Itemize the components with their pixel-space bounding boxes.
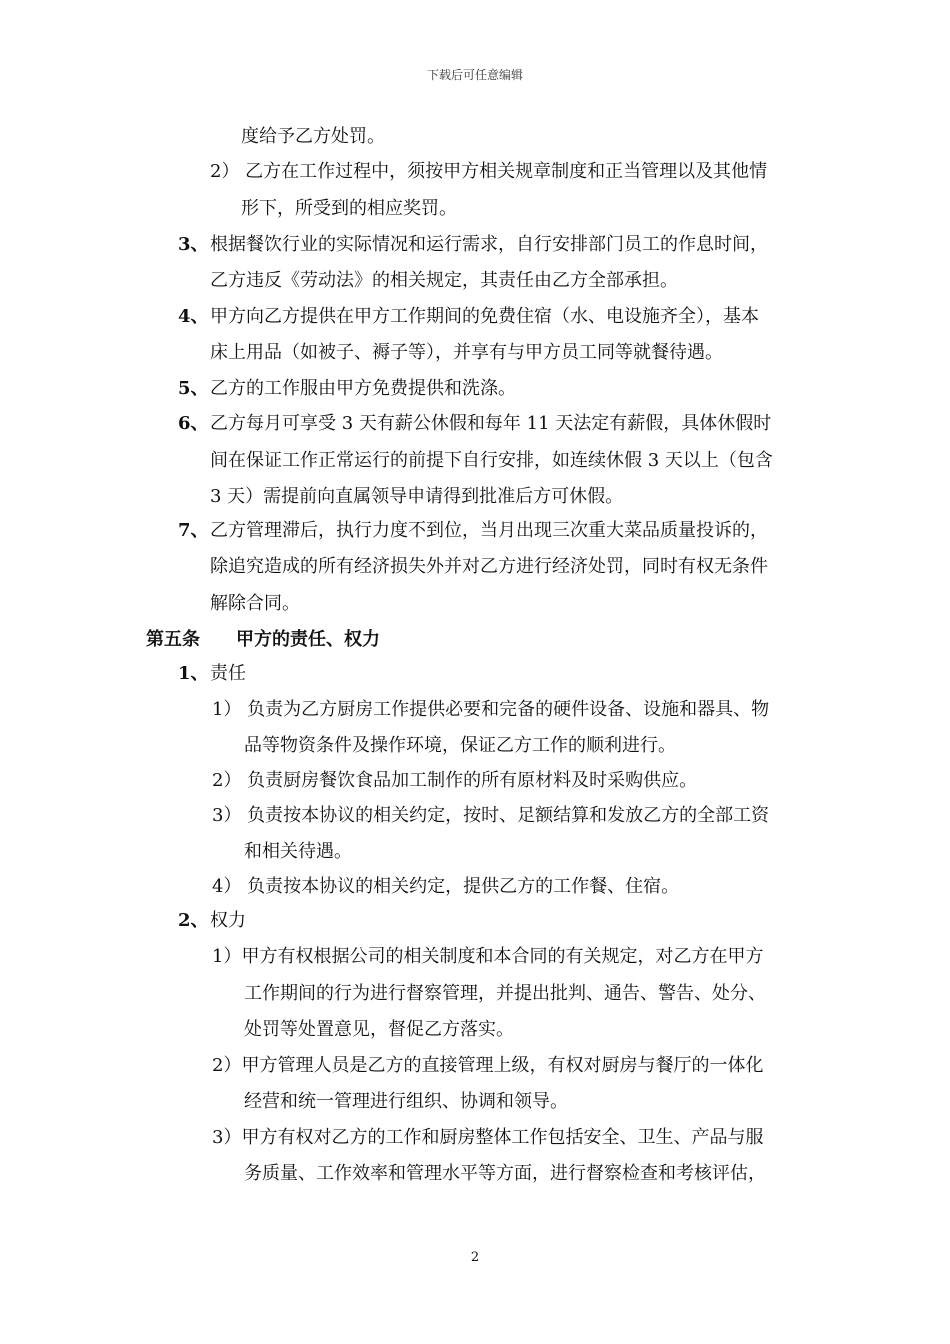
text-line: 床上用品（如被子、褥子等），并享有与甲方员工同等就餐待遇。 [210,342,723,363]
list-number: 5、 [178,378,209,399]
text-line: 乙方管理滞后，执行力度不到位，当月出现三次重大菜品质量投诉的， [210,520,768,541]
text-line: 间在保证工作正常运行的前提下自行安排，如连续休假 3 天以上（包含 [210,450,773,471]
text-line: 工作期间的行为进行督察管理，并提出批判、通告、警告、处分、 [244,983,766,1004]
text-line: 甲方向乙方提供在甲方工作期间的免费住宿（水、电设施齐全），基本 [210,306,759,327]
text-line: 除追究造成的所有经济损失外并对乙方进行经济处罚，同时有权无条件 [210,556,768,577]
list-number: 3、 [178,234,209,255]
list-number: 6、 [178,413,209,434]
text-line: 3 天）需提前向直属领导申请得到批准后方可休假。 [210,486,624,507]
text-line: 1）甲方有权根据公司的相关制度和本合同的有关规定，对乙方在甲方 [212,946,764,967]
text-line: 责任 [210,663,246,684]
text-line: 3）甲方有权对乙方的工作和厨房整体工作包括安全、卫生、产品与服 [212,1127,764,1148]
text-line: 处罚等处置意见，督促乙方落实。 [244,1019,514,1040]
text-line: 4） 负责按本协议的相关约定，提供乙方的工作餐、住宿。 [212,876,680,897]
text-line: 和相关待遇。 [244,841,352,862]
text-line: 解除合同。 [210,593,300,614]
text-line: 乙方违反《劳动法》的相关规定，其责任由乙方全部承担。 [210,270,678,291]
text-line: 品等物资条件及操作环境，保证乙方工作的顺利进行。 [244,735,676,756]
text-line: 乙方的工作服由甲方免费提供和洗涤。 [210,378,516,399]
text-line: 乙方每月可享受 3 天有薪公休假和每年 11 天法定有薪假，具体休假时 [210,413,772,434]
text-line: 3） 负责按本协议的相关约定，按时、足额结算和发放乙方的全部工资 [212,805,770,826]
list-number: 7、 [178,520,209,541]
text-line: 形下，所受到的相应奖罚。 [241,198,457,219]
list-number: 1、 [178,663,209,684]
list-number: 2、 [178,910,209,931]
text-line: 根据餐饮行业的实际情况和运行需求，自行安排部门员工的作息时间， [210,234,768,255]
text-line: 2） 负责厨房餐饮食品加工制作的所有原材料及时采购供应。 [212,770,698,791]
page-number: 2 [470,1250,480,1265]
section-heading: 第五条 甲方的责任、权力 [146,629,380,650]
text-line: 1） 负责为乙方厨房工作提供必要和完备的硬件设备、设施和器具、物 [212,699,770,720]
text-line: 2） 乙方在工作过程中，须按甲方相关规章制度和正当管理以及其他情 [210,161,768,182]
list-number: 4、 [178,306,209,327]
text-line: 权力 [210,910,246,931]
text-line: 度给予乙方处罚。 [241,126,385,147]
text-line: 务质量、工作效率和管理水平等方面，进行督察检查和考核评估， [244,1163,766,1184]
page-header: 下载后可任意编辑 [426,68,523,82]
text-line: 经营和统一管理进行组织、协调和领导。 [244,1091,568,1112]
text-line: 2）甲方管理人员是乙方的直接管理上级，有权对厨房与餐厅的一体化 [212,1055,764,1076]
